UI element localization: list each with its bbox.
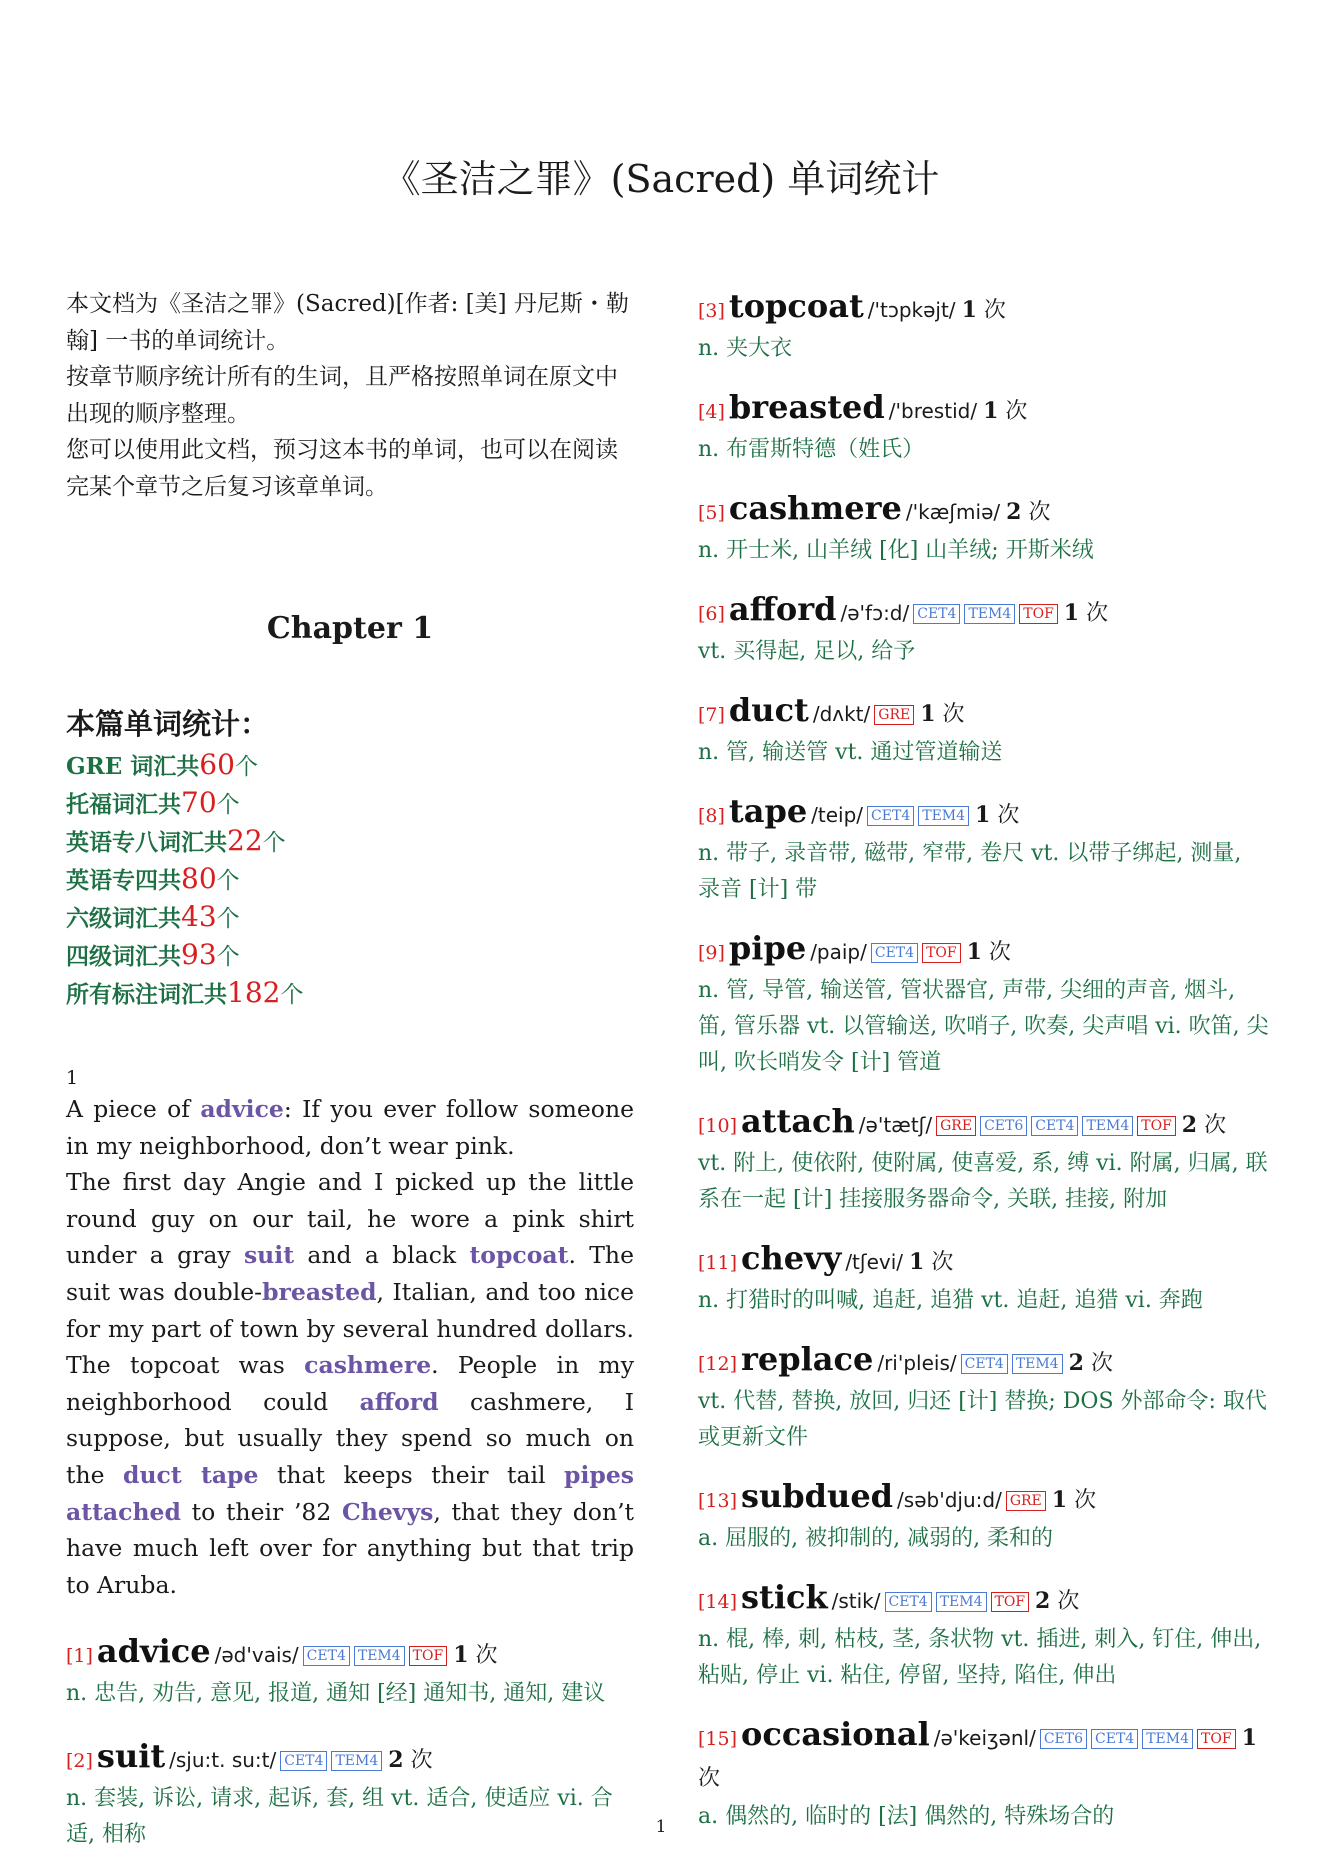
stat-label: 英语专八词汇共: [66, 829, 227, 856]
stat-label: 所有标注词汇共: [66, 981, 227, 1008]
entry-count: 1: [1241, 1725, 1257, 1751]
stat-row: [66, 899, 634, 937]
exam-tag: CET4: [280, 1751, 327, 1771]
intro: [66, 286, 634, 505]
stat-unit: 个: [280, 982, 304, 1008]
entry-phonetic: /sju:t. su:t/: [169, 1748, 277, 1773]
vocab-keyword: duct tape: [123, 1460, 259, 1489]
stat-count: 43: [181, 900, 217, 933]
entry-phonetic: /paip/: [810, 940, 867, 964]
entry-head: [698, 791, 1270, 836]
passage-text: A piece of advice: If you ever follow someone in my neighborhood, don’t wear pink. The first day Angie and I picked up the little round guy on our tail, he wore a pink shirt under a gray suit and a black topcoat. The suit was double-breasted, Italian, and too nice for my part of town by several hundred dollars. The topcoat was cashmere. People in my neighborhood could afford cashmere, I suppose, but usually they spend so much on the duct tape that keeps their tail pipes attached to their ’82 Chevys, that they don’t have much left over for anything but that trip to Aruba.: [66, 1095, 635, 1599]
entry-count-suffix: 次: [410, 1748, 433, 1774]
entry-index: [1]: [66, 1645, 93, 1668]
paragraph-number: 1: [66, 1067, 79, 1089]
vocab-keyword: pipes attached: [66, 1460, 635, 1526]
entry-index: [7]: [698, 704, 725, 726]
stat-unit: 个: [216, 792, 240, 818]
entry-definition: a. 屈服的, 被抑制的, 减弱的, 柔和的: [698, 1526, 1054, 1551]
vocab-keyword: Chevys: [342, 1497, 434, 1526]
entry-word: subdued: [741, 1477, 894, 1515]
entry-word: chevy: [741, 1239, 842, 1277]
page-number: 1: [655, 1817, 667, 1837]
entry-definition: n. 管, 导管, 输送管, 管状器官, 声带, 尖细的声音, 烟斗, 笛, 管乐器 vt. 以管输送, 吹哨子, 吹奏, 尖声唱 vi. 吹笛, 尖叫, 吹长哨发令 [计] 管道: [698, 978, 1269, 1075]
entry-phonetic: /tʃevi/: [845, 1250, 904, 1274]
stat-row: [66, 975, 634, 1013]
entry-count-suffix: 次: [475, 1643, 498, 1669]
entry-index: [13]: [698, 1490, 738, 1512]
entry-count: 2: [1181, 1112, 1198, 1138]
entry-definition: n. 忠告, 劝告, 意见, 报道, 通知 [经] 通知书, 通知, 建议: [66, 1681, 606, 1707]
exam-tag: CET6: [1040, 1729, 1087, 1749]
exam-tag: CET4: [871, 943, 918, 963]
stat-unit: 个: [216, 868, 240, 894]
entry-phonetic: /ri'pleis/: [877, 1351, 957, 1375]
entry-count-suffix: 次: [1086, 601, 1109, 626]
stat-label: GRE 词汇共: [66, 753, 200, 780]
entry-definition: vt. 代替, 替换, 放回, 归还 [计] 替换; DOS 外部命令: 取代或更新文件: [698, 1389, 1267, 1450]
vocab-keyword: advice: [200, 1095, 284, 1123]
document-title: 《圣洁之罪》(Sacred) 单词统计: [382, 157, 940, 201]
entry-count: 1: [983, 398, 999, 424]
vocab-keyword: afford: [359, 1387, 439, 1416]
entry-index: [5]: [698, 502, 725, 524]
entry-count: 1: [1051, 1487, 1068, 1513]
exam-tag: TOF: [1197, 1729, 1236, 1749]
vocab-entry: [698, 387, 1270, 468]
entry-phonetic: /'kæʃmiə/: [905, 500, 1001, 524]
vocab-entry: [66, 1631, 634, 1712]
entry-head: [698, 488, 1270, 533]
stat-row: [66, 937, 634, 975]
entry-word: duct: [728, 691, 809, 729]
entry-phonetic: /ə'fɔ:d/: [840, 601, 910, 625]
stat-label: 托福词汇共: [66, 791, 181, 818]
vocab-keyword: breasted: [262, 1277, 377, 1306]
entry-word: attach: [741, 1102, 855, 1140]
stat-row: [66, 747, 634, 785]
entry-definition: n. 棍, 棒, 刺, 枯枝, 茎, 条状物 vt. 插进, 刺入, 钉住, 伸出, 粘贴, 停止 vi. 粘住, 停留, 坚持, 陷住, 伸出: [698, 1627, 1262, 1688]
entry-count: 2: [1006, 499, 1022, 525]
entry-word: replace: [741, 1340, 874, 1378]
entry-definition: n. 带子, 录音带, 磁带, 窄带, 卷尺 vt. 以带子绑起, 测量, 录音 [计] 带: [698, 841, 1242, 902]
exam-tag: CET4: [913, 604, 960, 624]
entry-head: [66, 1736, 634, 1781]
entry-count: 2: [388, 1747, 404, 1774]
entry-index: [10]: [698, 1115, 738, 1137]
vocab-keyword: topcoat: [469, 1241, 569, 1270]
entry-head: [698, 387, 1270, 432]
entry-definition: n. 管, 输送管 vt. 通过管道输送: [698, 740, 1003, 765]
entry-phonetic: /teip/: [811, 803, 864, 827]
exam-tag: TOF: [409, 1646, 448, 1666]
entry-word: suit: [96, 1737, 166, 1776]
entry-word: cashmere: [728, 489, 902, 527]
entry-phonetic: /stik/: [831, 1589, 881, 1613]
exam-tag: CET4: [1031, 1116, 1078, 1136]
entry-phonetic: /'brestid/: [888, 399, 978, 423]
entry-index: [2]: [66, 1750, 93, 1773]
stat-unit: 个: [234, 754, 258, 780]
stats-list: [66, 747, 634, 1013]
intro-line: 本文档为《圣洁之罪》(Sacred)[作者: [美] 丹尼斯・勒翰] 一书的单词统计。: [66, 291, 629, 354]
left-column: [66, 286, 634, 1853]
entry-word: stick: [741, 1578, 828, 1616]
chapter-heading: Chapter 1: [266, 611, 434, 646]
exam-tag: CET4: [961, 1354, 1008, 1374]
entry-word: breasted: [728, 388, 885, 426]
vocab-entry: [698, 1339, 1270, 1456]
vocab-entry: [698, 1101, 1270, 1218]
vocab-entry: [698, 690, 1270, 771]
entry-count: 1: [920, 701, 936, 727]
entry-head: [698, 286, 1270, 331]
vocab-entry: [698, 1238, 1270, 1319]
exam-tag: GRE: [874, 705, 914, 725]
entry-definition: vt. 买得起, 足以, 给予: [698, 639, 916, 664]
entry-word: tape: [728, 792, 808, 830]
entry-index: [3]: [698, 300, 725, 322]
exam-tag: TOF: [1137, 1116, 1176, 1136]
stat-unit: 个: [216, 944, 240, 970]
exam-tag: GRE: [936, 1116, 976, 1136]
vocab-entry: [698, 1577, 1270, 1694]
entry-count-suffix: 次: [1028, 500, 1051, 525]
exam-tag: TEM4: [918, 806, 969, 826]
entry-count-suffix: 次: [1204, 1113, 1227, 1138]
entry-head: [698, 928, 1270, 973]
exam-tag: CET4: [1091, 1729, 1138, 1749]
stat-count: 80: [181, 862, 217, 895]
entry-definition: vt. 附上, 使依附, 使附属, 使喜爱, 系, 缚 vi. 附属, 归属, 联系在一起 [计] 挂接服务器命令, 关联, 挂接, 附加: [698, 1151, 1268, 1212]
intro-line: 您可以使用此文档，预习这本书的单词，也可以在阅读完某个章节之后复习该章单词。: [66, 437, 618, 500]
entry-count: 1: [961, 297, 977, 323]
exam-tag: TEM4: [331, 1751, 382, 1771]
entry-head: [698, 1577, 1270, 1622]
entry-definition: n. 布雷斯特德（姓氏）: [698, 437, 925, 462]
exam-tag: CET6: [980, 1116, 1027, 1136]
entry-count: 1: [966, 939, 982, 965]
stat-count: 22: [227, 824, 263, 857]
entry-count: 1: [1063, 600, 1080, 626]
exam-tag: TOF: [922, 943, 961, 963]
exam-tag: CET4: [303, 1646, 350, 1666]
stat-label: 英语专四共: [66, 867, 181, 894]
stat-row: [66, 823, 634, 861]
vocab-entry: [698, 488, 1270, 569]
entry-word: pipe: [728, 929, 807, 967]
entry-count: 2: [1035, 1588, 1051, 1614]
entry-definition: n. 打猎时的叫喊, 追赶, 追猎 vt. 追赶, 追猎 vi. 奔跑: [698, 1288, 1203, 1313]
vocab-entry: [698, 589, 1270, 670]
entry-count-suffix: 次: [1005, 399, 1028, 424]
intro-line: 按章节顺序统计所有的生词，且严格按照单词在原文中出现的顺序整理。: [66, 364, 618, 427]
entry-index: [9]: [698, 942, 725, 964]
entry-count: 1: [975, 802, 991, 828]
vocab-entry: [698, 286, 1270, 367]
entry-count-suffix: 次: [1074, 1488, 1097, 1513]
entry-head: [698, 1101, 1270, 1146]
exam-tag: TEM4: [1012, 1354, 1063, 1374]
stat-count: 182: [227, 976, 281, 1009]
entry-count: 1: [909, 1249, 925, 1275]
entry-phonetic: /səb'dju:d/: [897, 1488, 1002, 1512]
entry-count-suffix: 次: [997, 803, 1020, 828]
vocab-entry: [698, 791, 1270, 908]
stat-count: 60: [199, 748, 235, 781]
entry-head: [698, 1339, 1270, 1384]
entry-head: [698, 690, 1270, 735]
entry-head: [698, 1238, 1270, 1283]
exam-tag: TEM4: [1082, 1116, 1133, 1136]
exam-tag: TEM4: [964, 604, 1015, 624]
exam-tag: TEM4: [936, 1592, 987, 1612]
entry-word: advice: [96, 1632, 211, 1671]
vocab-keyword: cashmere: [304, 1351, 432, 1380]
stat-row: [66, 785, 634, 823]
exam-tag: TOF: [991, 1592, 1030, 1612]
entry-phonetic: /dʌkt/: [812, 702, 871, 726]
entry-head: [698, 589, 1270, 634]
entry-index: [15]: [698, 1728, 738, 1750]
exam-tag: TEM4: [354, 1646, 405, 1666]
entry-head: [698, 1714, 1270, 1799]
entry-count: 1: [453, 1642, 469, 1669]
stats-heading: 本篇单词统计：: [66, 707, 270, 741]
stat-count: 93: [181, 938, 217, 971]
exam-tag: CET4: [867, 806, 914, 826]
entry-definition: a. 偶然的, 临时的 [法] 偶然的, 特殊场合的: [698, 1804, 1115, 1829]
entry-index: [6]: [698, 603, 725, 625]
entry-count-suffix: 次: [931, 1250, 954, 1275]
entry-definition: n. 套装, 诉讼, 请求, 起诉, 套, 组 vt. 适合, 使适应 vi. 合适, 相称: [66, 1786, 613, 1848]
stat-row: [66, 861, 634, 899]
entries-right: [698, 286, 1270, 1835]
stat-unit: 个: [262, 830, 286, 856]
entry-index: [14]: [698, 1591, 738, 1613]
entry-head: [698, 1476, 1270, 1521]
right-column: [698, 286, 1270, 1835]
entry-phonetic: /'tɔpkəjt/: [867, 298, 956, 322]
entry-count-suffix: 次: [1090, 1351, 1113, 1376]
entry-phonetic: /ə'tætʃ/: [858, 1113, 933, 1137]
entry-count: 2: [1068, 1350, 1084, 1376]
entry-index: [8]: [698, 805, 725, 827]
entry-word: occasional: [741, 1715, 930, 1753]
exam-tag: TEM4: [1142, 1729, 1193, 1749]
entry-definition: n. 开士米, 山羊绒 [化] 山羊绒; 开斯米绒: [698, 538, 1094, 563]
entry-index: [12]: [698, 1353, 738, 1375]
vocab-entry: [698, 928, 1270, 1081]
entry-count-suffix: 次: [1057, 1589, 1080, 1614]
entry-word: topcoat: [728, 287, 864, 325]
entry-definition: n. 夹大衣: [698, 336, 793, 361]
entry-count-suffix: 次: [942, 702, 965, 727]
entry-head: [66, 1631, 634, 1676]
vocab-keyword: suit: [243, 1241, 295, 1270]
stat-label: 四级词汇共: [66, 943, 181, 970]
exam-tag: CET4: [885, 1592, 932, 1612]
entry-count-suffix: 次: [983, 298, 1006, 323]
entry-count-suffix: 次: [698, 1766, 721, 1791]
entry-phonetic: /əd'vais/: [214, 1643, 299, 1668]
stat-count: 70: [181, 786, 217, 819]
vocab-entry: [698, 1476, 1270, 1557]
exam-tag: TOF: [1019, 604, 1058, 624]
entry-phonetic: /ə'keiʒənl/: [933, 1726, 1036, 1750]
exam-tag: GRE: [1006, 1491, 1046, 1511]
entry-index: [11]: [698, 1252, 738, 1274]
entry-index: [4]: [698, 401, 725, 423]
entry-word: afford: [728, 590, 837, 628]
stat-unit: 个: [216, 906, 240, 932]
entry-count-suffix: 次: [988, 940, 1011, 965]
stat-label: 六级词汇共: [66, 905, 181, 932]
